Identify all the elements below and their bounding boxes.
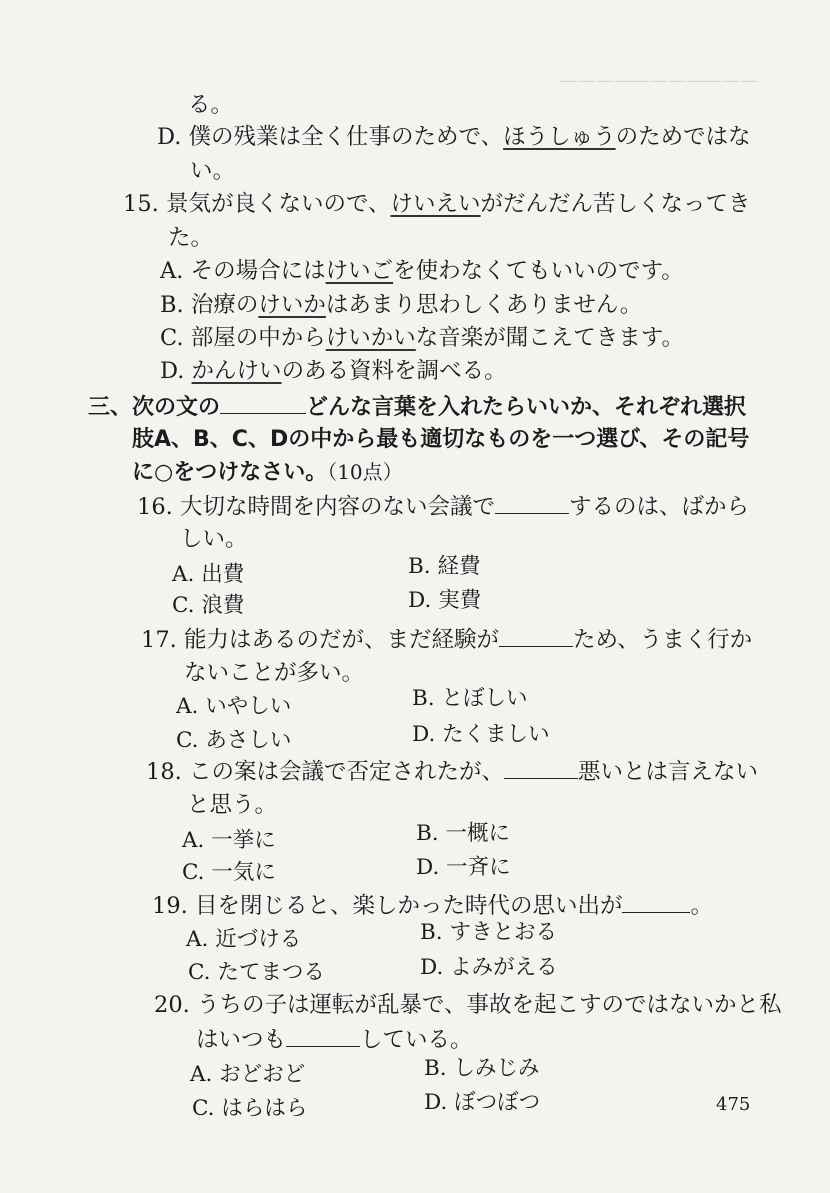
q19-option-a: A. 近づける — [186, 927, 302, 952]
q19-option-b: B. すきとおる — [420, 920, 557, 945]
q17-option-c: C. あさしい — [176, 728, 292, 753]
q19-option-d: D. よみがえる — [420, 955, 558, 980]
q20-option-b: B. しみじみ — [424, 1056, 540, 1081]
q14-option-d: D. 僕の残業は全く仕事のためで、ほうしゅうのためではな — [157, 124, 751, 150]
section3-instructions-line1: 三、次の文の どんな言葉を入れたらいいか、それぞれ選択 — [88, 395, 747, 420]
q16-option-c: C. 浪費 — [172, 593, 245, 618]
q18-option-a: A. 一挙に — [182, 828, 276, 853]
q19-stem: 19. 目を閉じると、楽しかった時代の思い出が 。 — [152, 893, 713, 919]
q16-stem: 16. 大切な時間を内容のない会議で するのは、ばから — [137, 494, 749, 520]
q19-option-c: C. たてまつる — [188, 960, 325, 985]
q16-option-a: A. 出費 — [172, 562, 245, 587]
q18-stem-cont: と思う。 — [187, 792, 278, 818]
section3-instructions-line2: 肢A、B、C、Dの中から最も適切なものを一つ選び、その記号 — [132, 427, 750, 452]
q15-option-c: C. 部屋の中からけいかいな音楽が聞こえてきます。 — [160, 325, 684, 351]
q14-option-d-cont: い。 — [190, 158, 236, 184]
q15-option-d: D. かんけいのある資料を調べる。 — [160, 358, 507, 384]
q18-option-b: B. 一概に — [416, 821, 510, 846]
q20-stem-cont: はいつも している。 — [196, 1027, 473, 1053]
q16-stem-cont: しい。 — [180, 526, 248, 552]
q15-stem-cont: た。 — [168, 225, 214, 251]
q17-option-a: A. いやしい — [176, 694, 292, 719]
q15-option-b: B. 治療のけいかはあまり思わしくありません。 — [160, 292, 643, 318]
q18-option-d: D. 一斉に — [416, 855, 511, 880]
q20-option-c: C. はらはら — [192, 1096, 308, 1121]
q16-option-d: D. 実費 — [408, 588, 482, 613]
q14-tail: る。 — [188, 92, 234, 118]
q15-stem: 15. 景気が良くないので、けいえいがだんだん苦しくなってき — [123, 191, 751, 217]
q17-stem-cont: ないことが多い。 — [184, 660, 365, 686]
q17-stem: 17. 能力はあるのだが、まだ経験が ため、うまく行か — [141, 627, 753, 653]
q15-option-a: A. その場合にはけいごを使わなくてもいいのです。 — [160, 258, 684, 284]
page-number: 475 — [716, 1094, 751, 1115]
q17-option-b: B. とぼしい — [412, 686, 528, 711]
section3-instructions-line3: に○をつけなさい。（10点） — [132, 460, 403, 485]
q17-option-d: D. たくましい — [412, 722, 550, 747]
q16-option-b: B. 経費 — [408, 554, 481, 579]
q20-option-d: D. ぼつぼつ — [424, 1090, 541, 1115]
q18-option-c: C. 一気に — [182, 860, 276, 885]
q18-stem: 18. この案は会議で否定されたが、 悪いとは言えない — [146, 759, 758, 785]
q20-stem: 20. うちの子は運転が乱暴で、事故を起こすのではないかと私 — [154, 992, 782, 1018]
bleed-through-text: ——————————— — [560, 70, 758, 91]
q20-option-a: A. おどおど — [190, 1062, 306, 1087]
